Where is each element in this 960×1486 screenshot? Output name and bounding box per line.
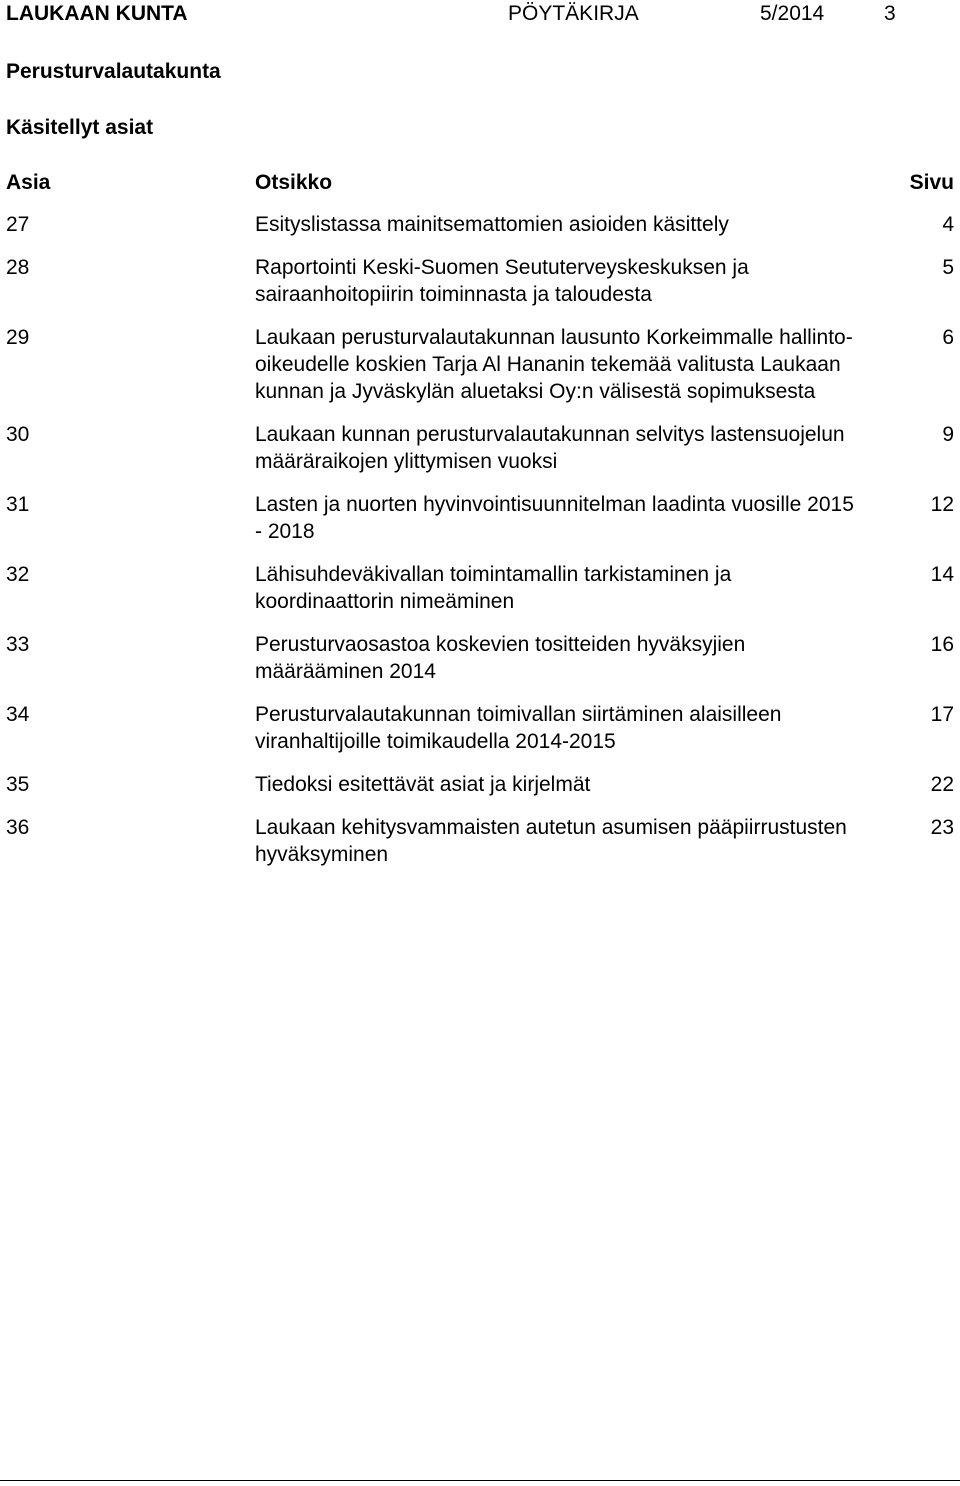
item-title: Perusturvalautakunnan toimivallan siirtäminen alaisilleen viranhaltijoille toimikaudella 2014-2015 bbox=[255, 703, 782, 753]
item-title: Esityslistassa mainitsemattomien asioiden käsittely bbox=[255, 213, 729, 236]
agenda-list bbox=[0, 211, 960, 884]
document-type: PÖYTÄKIRJA bbox=[508, 2, 639, 25]
item-number: 34 bbox=[6, 703, 30, 726]
item-number: 36 bbox=[6, 816, 30, 839]
item-title: Laukaan kunnan perusturvalautakunnan selvitys lastensuojelun määräraikojen ylittymisen vuoksi bbox=[255, 423, 845, 473]
section-title: Käsitellyt asiat bbox=[6, 116, 154, 139]
agenda-row bbox=[0, 421, 960, 475]
column-header-item: Asia bbox=[6, 171, 51, 194]
agenda-row bbox=[0, 211, 960, 238]
item-page: 12 bbox=[930, 493, 954, 516]
committee-name: Perusturvalautakunta bbox=[6, 60, 221, 83]
item-page: 9 bbox=[942, 423, 954, 446]
agenda-row bbox=[0, 771, 960, 798]
item-number: 28 bbox=[6, 256, 30, 279]
item-number: 30 bbox=[6, 423, 30, 446]
item-number: 29 bbox=[6, 326, 30, 349]
agenda-row bbox=[0, 324, 960, 405]
agenda-row bbox=[0, 254, 960, 308]
item-title: Laukaan perusturvalautakunnan lausunto Korkeimmalle hallinto-oikeudelle koskien Tarja Al Hananin tekemää valitusta Laukaan kunnan ja Jyväskylän aluetaksi Oy:n välisestä sopimuksesta bbox=[255, 326, 853, 403]
item-page: 5 bbox=[942, 256, 954, 279]
item-page: 16 bbox=[930, 633, 954, 656]
item-page: 17 bbox=[930, 703, 954, 726]
item-number: 27 bbox=[6, 213, 30, 236]
item-number: 33 bbox=[6, 633, 30, 656]
item-number: 31 bbox=[6, 493, 30, 516]
agenda-row bbox=[0, 814, 960, 868]
document-number: 5/2014 bbox=[760, 2, 825, 25]
item-number: 32 bbox=[6, 563, 30, 586]
item-title: Lähisuhdeväkivallan toimintamallin tarkistaminen ja koordinaattorin nimeäminen bbox=[255, 563, 732, 613]
item-page: 22 bbox=[930, 773, 954, 796]
item-page: 4 bbox=[942, 213, 954, 236]
organization-name: LAUKAAN KUNTA bbox=[6, 2, 188, 25]
agenda-row bbox=[0, 561, 960, 615]
footer-divider bbox=[0, 1480, 960, 1481]
page-number: 3 bbox=[884, 2, 896, 25]
agenda-row bbox=[0, 631, 960, 685]
item-title: Lasten ja nuorten hyvinvointisuunnitelman laadinta vuosille 2015 - 2018 bbox=[255, 493, 854, 543]
item-number: 35 bbox=[6, 773, 30, 796]
agenda-row bbox=[0, 491, 960, 545]
item-page: 6 bbox=[942, 326, 954, 349]
column-header-title: Otsikko bbox=[255, 171, 333, 194]
item-page: 23 bbox=[930, 816, 954, 839]
item-title: Raportointi Keski-Suomen Seututerveyskeskuksen ja sairaanhoitopiirin toiminnasta ja taloudesta bbox=[255, 256, 749, 306]
item-title: Laukaan kehitysvammaisten autetun asumisen pääpiirrustusten hyväksyminen bbox=[255, 816, 847, 866]
agenda-row bbox=[0, 701, 960, 755]
column-header-page: Sivu bbox=[909, 171, 954, 194]
item-title: Tiedoksi esitettävät asiat ja kirjelmät bbox=[255, 773, 591, 796]
item-title: Perusturvaosastoa koskevien tositteiden hyväksyjien määrääminen 2014 bbox=[255, 633, 746, 683]
item-page: 14 bbox=[930, 563, 954, 586]
